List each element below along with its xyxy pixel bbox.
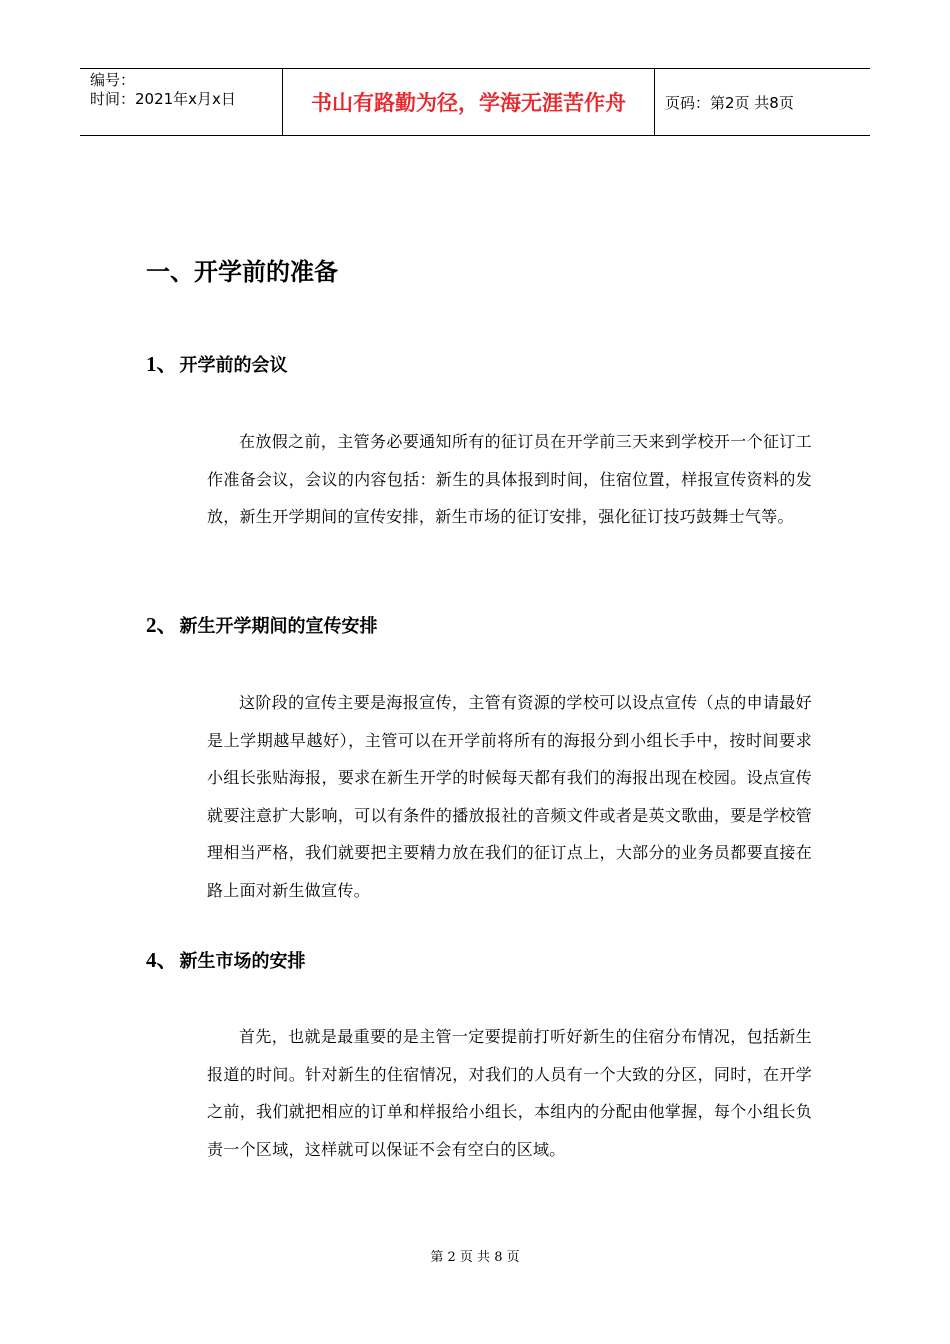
section-number: 2、 (146, 613, 178, 637)
section-paragraph: 这阶段的宣传主要是海报宣传，主管有资源的学校可以设点宣传（点的申请最好是上学期越早越好），主管可以在开学前将所有的海报分到小组长手中，按时间要求小组长张贴海报，要求在新生开学的时候每天都有我们的海报出现在校园。设点宣传就要注意扩大影响，可以有条件的播放报社的音频文件或者是英文歌曲，要是学校管理相当严格，我们就要把主要精力放在我们的征订点上，大部分的业务员都要直接在路上面对新生做宣传。 (207, 693, 812, 900)
header-meta (80, 69, 282, 135)
section-title: 新生市场的安排 (179, 951, 306, 972)
page-footer: 第 2 页 共 8 页 (430, 1250, 520, 1265)
page-header (80, 68, 870, 136)
section-number: 1、 (146, 352, 178, 376)
section-paragraph: 在放假之前，主管务必要通知所有的征订员在开学前三天来到学校开一个征订工作准备会议，会议的内容包括：新生的具体报到时间，住宿位置，样报宣传资料的发放，新生开学期间的宣传安排，新生市场的征订安排，强化征订技巧鼓舞士气等。 (207, 432, 812, 526)
number-label: 编号： (90, 71, 136, 89)
section-heading (146, 348, 288, 378)
section-paragraph: 首先，也就是最重要的是主管一定要提前打听好新生的住宿分布情况，包括新生报道的时间。针对新生的住宿情况，对我们的人员有一个大致的分区，同时，在开学之前，我们就把相应的订单和样报给小组长，本组内的分配由他掌握，每个小组长负责一个区域，这样就可以保证不会有空白的区域。 (207, 1027, 812, 1159)
header-motto: 书山有路勤为径，学海无涯苦作舟 (282, 69, 655, 135)
section-number: 4、 (146, 948, 178, 972)
time-label: 时间：2021年x月x日 (90, 90, 236, 108)
section-heading (146, 609, 378, 639)
section-heading (146, 944, 306, 974)
header-page-info: 页码：第2页 共8页 (665, 93, 794, 112)
section-title: 开学前的会议 (179, 355, 288, 376)
main-heading: 一、开学前的准备 (146, 258, 338, 286)
section-title: 新生开学期间的宣传安排 (179, 616, 378, 637)
